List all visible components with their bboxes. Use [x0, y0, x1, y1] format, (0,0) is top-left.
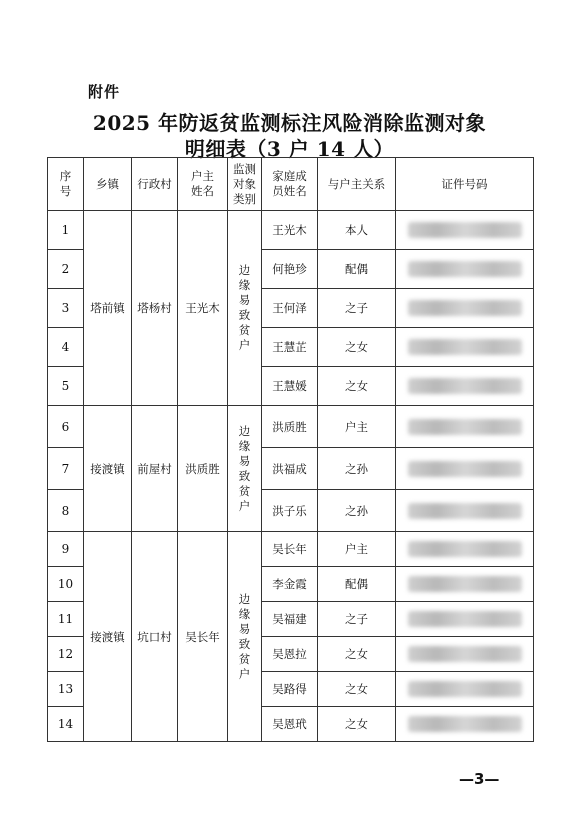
member-name-cell: 何艳珍: [262, 250, 318, 289]
header-id-number: 证件号码: [396, 158, 534, 211]
relation-cell: 户主: [318, 532, 396, 567]
redacted-id-blur: [408, 339, 522, 355]
town-cell: 接渡镇: [84, 406, 132, 532]
seq-cell: 11: [48, 602, 84, 637]
member-name-cell: 吴路得: [262, 672, 318, 707]
header-town: 乡镇: [84, 158, 132, 211]
seq-cell: 1: [48, 211, 84, 250]
relation-cell: 配偶: [318, 567, 396, 602]
redacted-id-blur: [408, 261, 522, 277]
relation-cell: 之女: [318, 637, 396, 672]
category-cell: 边缘易致贫户: [228, 406, 262, 532]
member-name-cell: 吴长年: [262, 532, 318, 567]
category-cell: 边缘易致贫户: [228, 211, 262, 406]
id-number-cell: [396, 567, 534, 602]
seq-cell: 13: [48, 672, 84, 707]
redacted-id-blur: [408, 576, 522, 592]
redacted-id-blur: [408, 222, 522, 238]
id-number-cell: [396, 490, 534, 532]
category-cell: 边缘易致贫户: [228, 532, 262, 742]
redacted-id-blur: [408, 611, 522, 627]
redacted-id-blur: [408, 646, 522, 662]
town-cell: 接渡镇: [84, 532, 132, 742]
table-row: [48, 406, 534, 448]
id-number-cell: [396, 211, 534, 250]
seq-cell: 3: [48, 289, 84, 328]
header-village: 行政村: [132, 158, 178, 211]
member-name-cell: 王慧芷: [262, 328, 318, 367]
head-name-cell: 王光木: [178, 211, 228, 406]
monitoring-detail-table: [47, 157, 534, 742]
id-number-cell: [396, 672, 534, 707]
attachment-label: 附件: [88, 83, 121, 101]
member-name-cell: 吴恩拉: [262, 637, 318, 672]
village-cell: 坑口村: [132, 532, 178, 742]
id-number-cell: [396, 367, 534, 406]
table-row: [48, 211, 534, 250]
seq-cell: 2: [48, 250, 84, 289]
id-number-cell: [396, 406, 534, 448]
relation-cell: 之女: [318, 707, 396, 742]
id-number-cell: [396, 448, 534, 490]
table-row: [48, 532, 534, 567]
id-number-cell: [396, 602, 534, 637]
member-name-cell: 吴福建: [262, 602, 318, 637]
member-name-cell: 吴恩玳: [262, 707, 318, 742]
head-name-cell: 吴长年: [178, 532, 228, 742]
redacted-id-blur: [408, 419, 522, 435]
id-number-cell: [396, 289, 534, 328]
member-name-cell: 洪子乐: [262, 490, 318, 532]
relation-cell: 配偶: [318, 250, 396, 289]
table-header-row: [48, 158, 534, 211]
id-number-cell: [396, 707, 534, 742]
seq-cell: 7: [48, 448, 84, 490]
member-name-cell: 洪质胜: [262, 406, 318, 448]
member-name-cell: 李金霞: [262, 567, 318, 602]
seq-cell: 14: [48, 707, 84, 742]
relation-cell: 户主: [318, 406, 396, 448]
document-title-line-2: 明细表（3 户 14 人）: [184, 137, 395, 161]
relation-cell: 本人: [318, 211, 396, 250]
header-head-name: 户主姓名: [178, 158, 228, 211]
head-name-cell: 洪质胜: [178, 406, 228, 532]
table-body: [48, 211, 534, 742]
seq-cell: 6: [48, 406, 84, 448]
redacted-id-blur: [408, 378, 522, 394]
village-cell: 前屋村: [132, 406, 178, 532]
redacted-id-blur: [408, 541, 522, 557]
seq-cell: 5: [48, 367, 84, 406]
member-name-cell: 洪福成: [262, 448, 318, 490]
page-number: —3—: [459, 770, 500, 788]
redacted-id-blur: [408, 461, 522, 477]
relation-cell: 之女: [318, 672, 396, 707]
header-category: 监测对象类别: [228, 158, 262, 211]
relation-cell: 之女: [318, 367, 396, 406]
relation-cell: 之孙: [318, 490, 396, 532]
id-number-cell: [396, 328, 534, 367]
relation-cell: 之子: [318, 602, 396, 637]
seq-cell: 10: [48, 567, 84, 602]
redacted-id-blur: [408, 681, 522, 697]
seq-cell: 9: [48, 532, 84, 567]
header-member-name: 家庭成员姓名: [262, 158, 318, 211]
header-relation: 与户主关系: [318, 158, 396, 211]
relation-cell: 之子: [318, 289, 396, 328]
member-name-cell: 王何泽: [262, 289, 318, 328]
header-seq: 序号: [48, 158, 84, 211]
seq-cell: 4: [48, 328, 84, 367]
redacted-id-blur: [408, 300, 522, 316]
redacted-id-blur: [408, 503, 522, 519]
member-name-cell: 王慧媛: [262, 367, 318, 406]
document-title-line-1: 2025 年防返贫监测标注风险消除监测对象: [92, 111, 487, 135]
seq-cell: 8: [48, 490, 84, 532]
id-number-cell: [396, 250, 534, 289]
relation-cell: 之孙: [318, 448, 396, 490]
relation-cell: 之女: [318, 328, 396, 367]
seq-cell: 12: [48, 637, 84, 672]
id-number-cell: [396, 637, 534, 672]
redacted-id-blur: [408, 716, 522, 732]
village-cell: 塔杨村: [132, 211, 178, 406]
member-name-cell: 王光木: [262, 211, 318, 250]
town-cell: 塔前镇: [84, 211, 132, 406]
id-number-cell: [396, 532, 534, 567]
